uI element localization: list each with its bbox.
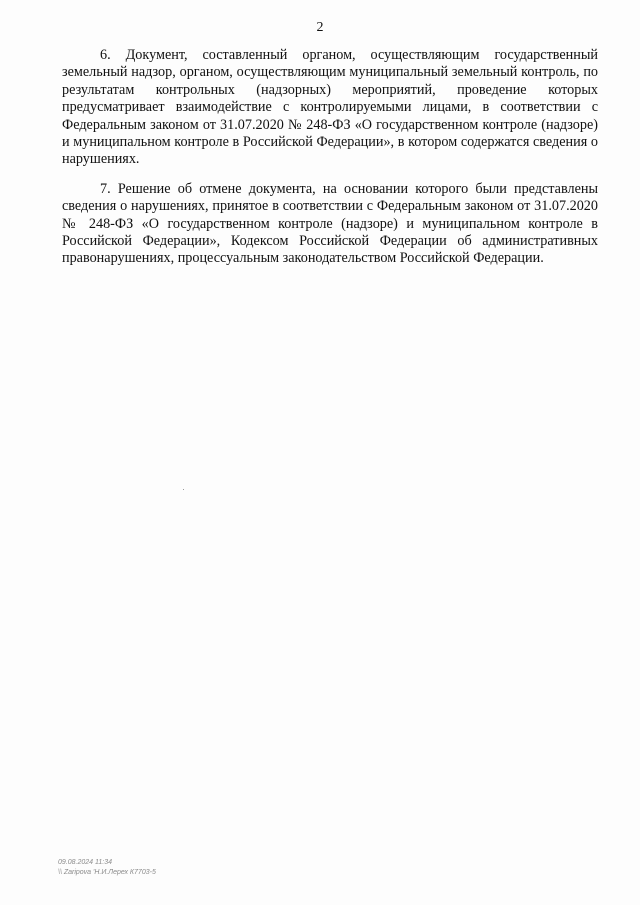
document-body bbox=[62, 47, 598, 280]
paragraph-6: 6. Документ, составленный органом, осуществляющим государственный земельный надзор, органом, осуществляющим муниципальный земельный контроль, по результатам контрольных (надзорных) мероприятий, проведение которых предусматривает взаимодействие с контролируемыми лицами, в соответствии с Федеральным законом от 31.07.2020 № 248-ФЗ «О государственном контроле (надзоре) и муниципальном контроле в Российской Федерации», в котором содержатся сведения о нарушениях. bbox=[62, 47, 598, 168]
footer-path: \\ Zaripova 'Н.И.Лерех К7703-5 bbox=[58, 869, 156, 876]
page-number: 2 bbox=[316, 20, 324, 35]
paragraph-7: 7. Решение об отмене документа, на основании которого были представлены сведения о нарушениях, принятое в соответствии с Федеральным законом от 31.07.2020 № 248-ФЗ «О государственном контроле (надзоре) и муниципальном контроле в Российской Федерации», Кодексом Российской Федерации об административных правонарушениях, процессуальным законодательством Российской Федерации. bbox=[62, 180, 598, 267]
scan-speck bbox=[183, 489, 184, 490]
footer-stamp bbox=[58, 858, 156, 878]
footer-date: 09.08.2024 11:34 bbox=[58, 859, 112, 866]
